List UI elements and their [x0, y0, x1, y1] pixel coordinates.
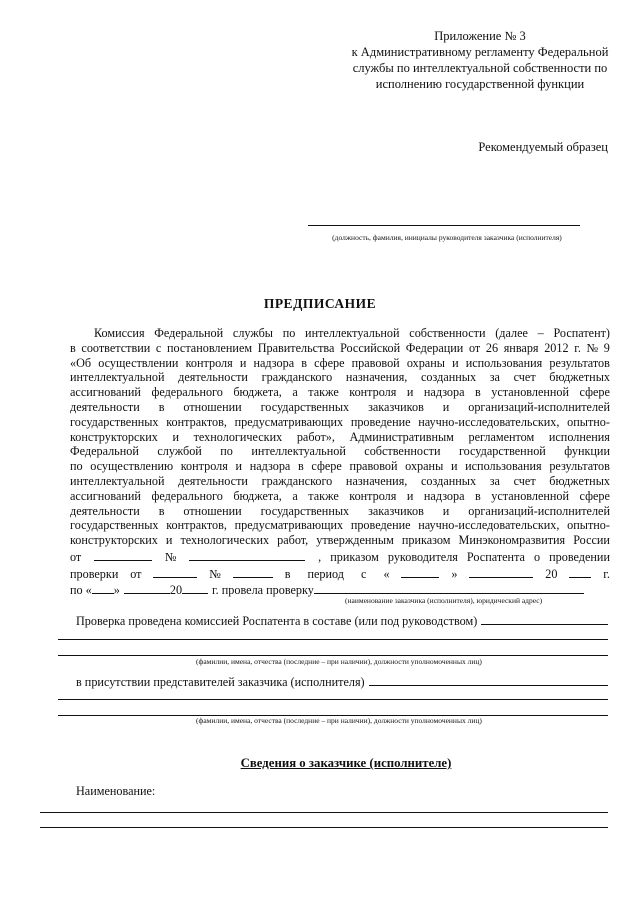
body-word: работ,	[277, 533, 309, 548]
body-word: с	[155, 340, 162, 355]
document-title: ПРЕДПИСАНИЕ	[263, 296, 377, 311]
body-word: в	[301, 355, 307, 370]
body-word: результатов	[549, 459, 610, 474]
body-word: регламентом	[468, 429, 535, 444]
body-word: контроля	[185, 355, 233, 370]
body-word: Российской	[340, 340, 401, 355]
body-word: а	[292, 385, 298, 400]
body-word: деятельности	[178, 473, 248, 488]
body-word: правовой	[349, 459, 398, 474]
body-word: назначения,	[345, 473, 408, 488]
body-word: опытно-	[567, 518, 610, 533]
body-word: работ»,	[296, 429, 335, 444]
body-word: федерального	[151, 385, 223, 400]
body-word: также	[308, 385, 339, 400]
body-word: государственной	[458, 444, 546, 459]
body-word: функции	[564, 444, 610, 459]
body-line	[70, 518, 610, 533]
body-word: г.	[574, 340, 581, 355]
body-word: по	[70, 459, 83, 474]
body-word: бюджетных	[549, 370, 610, 385]
body-word: проведение	[350, 414, 411, 429]
body-word: надзора	[249, 459, 291, 474]
body-word: счет	[513, 370, 536, 385]
body-word: в	[475, 385, 481, 400]
body-line	[70, 341, 610, 356]
appendix-line-4: исполнению государственной функции	[375, 77, 585, 91]
body-word: и	[442, 503, 450, 518]
body-word: заказчиков	[368, 503, 424, 518]
body-word: Комиссия	[94, 326, 145, 340]
body-word: и	[406, 488, 414, 503]
body-word: предусматривающих	[234, 518, 344, 533]
body-word: Федеральной	[70, 444, 139, 459]
body-word: и	[165, 533, 173, 548]
body-word: в	[158, 399, 165, 414]
body-word: в	[70, 340, 76, 355]
check-number-field[interactable]	[233, 566, 273, 578]
body-word: 26	[485, 340, 499, 355]
body-word: бюджета,	[233, 385, 282, 400]
body-word: использования	[465, 355, 543, 370]
body-line	[70, 474, 610, 489]
body-word: (далее	[495, 326, 528, 340]
body-word: января	[503, 340, 539, 355]
body-word: охраны	[405, 459, 444, 474]
body-word: службой	[157, 444, 202, 459]
body-word: 2012	[544, 340, 569, 355]
body-word: собственности	[409, 326, 486, 340]
customer-name-field[interactable]	[314, 582, 584, 594]
body-word: №	[586, 340, 599, 355]
body-word: бюджета,	[233, 488, 282, 503]
representatives-field[interactable]	[369, 674, 608, 686]
signature-line[interactable]	[308, 224, 580, 226]
commission-line-2[interactable]	[58, 638, 608, 640]
body-word: а	[292, 488, 298, 503]
body-line	[70, 356, 610, 371]
body-line	[70, 504, 610, 519]
body-word: федерального	[151, 488, 223, 503]
commission-caption: (фамилии, имена, отчества (последние – при наличии), должности уполномоченных лиц)	[196, 657, 482, 666]
body-word: и	[172, 429, 180, 444]
body-word: деятельности	[70, 503, 140, 518]
body-line	[70, 489, 610, 504]
body-word: конструкторских	[70, 533, 158, 548]
commission-line-3[interactable]	[58, 654, 608, 656]
body-word: и	[450, 459, 458, 474]
body-word: бюджетных	[549, 473, 610, 488]
representatives-row: в присутствии представителей заказчика (исполнителя)	[76, 674, 608, 690]
body-line	[70, 430, 610, 445]
body-word: конструкторских	[70, 429, 158, 444]
signature-caption: (должность, фамилия, инициалы руководителя заказчика (исполнителя)	[332, 233, 562, 242]
body-word: осуществлении	[98, 355, 179, 370]
body-word: и	[406, 385, 414, 400]
period-end-row: по « » 20 г. провела проверку	[70, 582, 610, 598]
body-word: интеллектуальной	[251, 444, 346, 459]
body-word: собственности	[364, 444, 441, 459]
customer-caption: (наименование заказчика (исполнителя), юридический адрес)	[345, 596, 543, 605]
period-end-day-field[interactable]	[92, 582, 114, 594]
order-number-field[interactable]	[189, 549, 305, 561]
body-word: охраны	[406, 355, 445, 370]
body-paragraph	[70, 326, 610, 548]
body-word: «Об	[70, 355, 92, 370]
body-word: правовой	[351, 355, 400, 370]
body-word: контроля	[180, 459, 228, 474]
body-word: технологических	[193, 429, 283, 444]
body-word: по	[282, 326, 296, 340]
appendix-line-1: Приложение № 3	[434, 29, 526, 43]
representatives-caption: (фамилии, имена, отчества (последние – при наличии), должности уполномоченных лиц)	[196, 716, 482, 725]
body-word: технологических	[180, 533, 270, 548]
name-field-line-2[interactable]	[40, 826, 608, 828]
body-word: предусматривающих	[234, 414, 344, 429]
body-word: государственных	[70, 518, 159, 533]
body-word: также	[308, 488, 339, 503]
body-word: и	[442, 399, 450, 414]
body-word: от	[468, 340, 481, 355]
body-word: службы	[232, 326, 273, 340]
body-line	[70, 400, 610, 415]
body-word: ассигнований	[70, 488, 141, 503]
order-date-row: от № , приказом руководителя Роспатента о проведении	[70, 550, 610, 564]
body-word: проведение	[350, 518, 411, 533]
body-word: и	[239, 355, 247, 370]
body-word: гражданского	[261, 370, 333, 385]
body-word: созданных	[421, 473, 477, 488]
body-word: интеллектуальной	[305, 326, 400, 340]
body-line	[70, 533, 610, 548]
body-word: по	[220, 444, 233, 459]
appendix-line-3: службы по интеллектуальной собственности по	[352, 61, 608, 75]
body-word: государственных	[70, 414, 159, 429]
body-word: за	[489, 370, 500, 385]
body-word: сфере	[579, 488, 610, 503]
body-word: государственных	[260, 503, 350, 518]
body-word: России	[573, 533, 610, 548]
body-word: и	[452, 355, 459, 370]
period-start-month-field[interactable]	[469, 566, 533, 578]
body-word: заказчиков	[368, 399, 424, 414]
body-word: в	[297, 459, 304, 474]
body-word: результатов	[549, 355, 610, 370]
body-word: осуществлению	[90, 459, 174, 474]
body-line	[70, 370, 610, 385]
body-word: утвержденным	[316, 533, 394, 548]
body-word: контроля	[349, 385, 397, 400]
body-word: контрактов,	[166, 414, 227, 429]
body-word: использования	[465, 459, 542, 474]
body-word: установленной	[491, 385, 570, 400]
body-word: Административным	[349, 429, 454, 444]
body-word: созданных	[421, 370, 477, 385]
body-word: организаций-исполнителей	[468, 399, 610, 414]
body-word: Роспатент)	[553, 326, 610, 340]
body-word: отношении	[183, 503, 242, 518]
body-word: Федерации	[405, 340, 464, 355]
body-word: надзора	[253, 355, 295, 370]
name-field-line-1[interactable]	[40, 811, 608, 813]
body-word: контрактов,	[166, 518, 227, 533]
body-word: сфере	[579, 385, 610, 400]
body-word: и	[235, 459, 243, 474]
body-word: интеллектуальной	[70, 473, 165, 488]
body-word: 9	[603, 340, 610, 355]
commission-field[interactable]	[481, 613, 608, 625]
order-date-field[interactable]	[94, 549, 152, 561]
body-word: в	[475, 488, 481, 503]
body-line	[70, 444, 610, 459]
body-word: надзора	[423, 385, 465, 400]
body-word: государственных	[260, 399, 350, 414]
body-word: научно-исследовательских,	[418, 414, 560, 429]
body-word: в	[158, 503, 165, 518]
body-line	[70, 326, 610, 341]
appendix-header	[340, 28, 620, 92]
body-word: сфере	[314, 355, 345, 370]
commission-row: Проверка проведена комиссией Роспатента в составе (или под руководством)	[76, 613, 608, 629]
period-end-month-field[interactable]	[124, 582, 170, 594]
body-word: организаций-исполнителей	[468, 503, 610, 518]
body-word: –	[537, 326, 544, 340]
body-word: ассигнований	[70, 385, 141, 400]
body-word: гражданского	[261, 473, 333, 488]
body-word: постановлением	[166, 340, 253, 355]
period-end-year-field[interactable]	[182, 582, 208, 594]
body-word: деятельности	[178, 370, 248, 385]
body-word: интеллектуальной	[70, 370, 165, 385]
body-word: контроля	[349, 488, 397, 503]
body-word: отношении	[183, 399, 242, 414]
body-line	[70, 415, 610, 430]
body-word: за	[489, 473, 500, 488]
body-line	[70, 385, 610, 400]
body-word: сфере	[311, 459, 342, 474]
representatives-line-2[interactable]	[58, 698, 608, 700]
body-word: исполнения	[548, 429, 610, 444]
customer-info-section-title: Сведения о заказчике (исполнителе)	[240, 756, 452, 770]
period-start-day-field[interactable]	[401, 566, 439, 578]
body-word: деятельности	[70, 399, 140, 414]
body-word: назначения,	[345, 370, 408, 385]
body-word: счет	[513, 473, 536, 488]
body-word: опытно-	[567, 414, 610, 429]
body-word: установленной	[491, 488, 570, 503]
body-word: приказом	[401, 533, 451, 548]
body-word: надзора	[423, 488, 465, 503]
name-label: Наименование:	[76, 784, 156, 798]
check-date-field[interactable]	[153, 566, 197, 578]
appendix-line-2: к Административному регламенту Федеральной	[351, 45, 609, 59]
check-period-row: проверки от № в период с « » 20 г.	[70, 567, 610, 581]
period-start-year-field[interactable]	[569, 566, 591, 578]
body-word: Федеральной	[154, 326, 224, 340]
body-line	[70, 459, 610, 474]
body-word: соответствии	[81, 340, 151, 355]
recommended-sample-label: Рекомендуемый образец	[478, 140, 608, 154]
body-word: Минэкономразвития	[458, 533, 566, 548]
body-word: научно-исследовательских,	[418, 518, 560, 533]
body-word: Правительства	[257, 340, 335, 355]
